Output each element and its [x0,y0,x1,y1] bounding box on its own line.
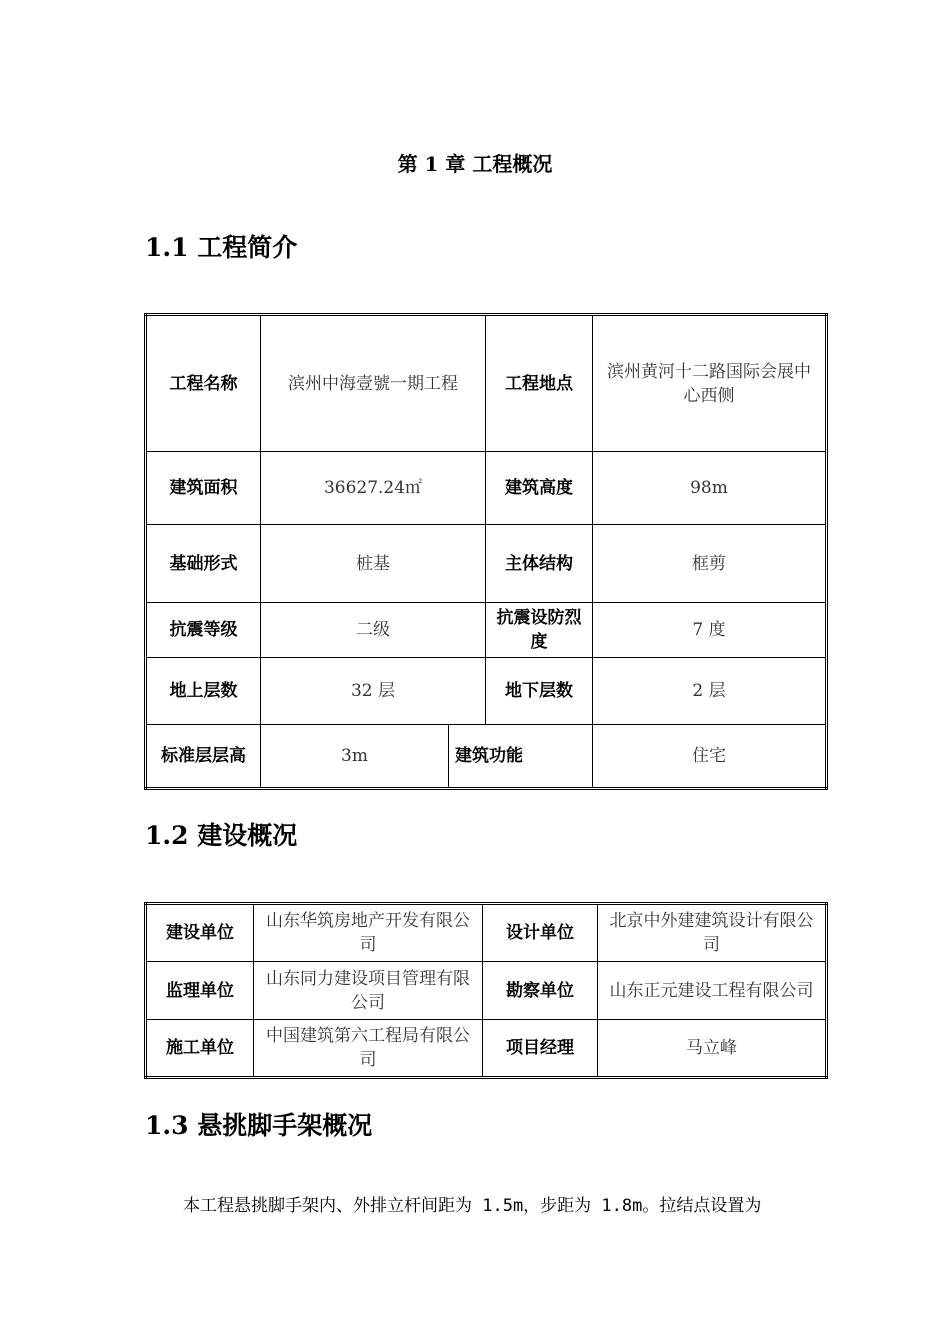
above-ground-floors-label: 地上层数 [146,658,261,725]
section-heading-1-2: 1.2 建设概况 [145,821,298,850]
seismic-intensity-label: 抗震设防烈度 [486,603,593,658]
section-heading-1-3: 1.3 悬挑脚手架概况 [145,1111,373,1140]
table-row [146,1020,827,1078]
builder-value: 山东华筑房地产开发有限公司 [254,904,483,962]
designer-label: 设计单位 [483,904,598,962]
foundation-type-value: 桩基 [261,525,486,603]
contractor-label: 施工单位 [146,1020,254,1078]
building-function-value: 住宅 [593,725,827,789]
table-row [146,658,827,725]
project-manager-value: 马立峰 [598,1020,827,1078]
seismic-grade-value: 二级 [261,603,486,658]
building-area-label: 建筑面积 [146,452,261,525]
table-row [146,452,827,525]
scaffold-paragraph: 本工程悬挑脚手架内、外排立杆间距为 1.5m，步距为 1.8m。拉结点设置为 [183,1196,762,1216]
foundation-type-label: 基础形式 [146,525,261,603]
designer-value: 北京中外建建筑设计有限公司 [598,904,827,962]
chapter-title: 第 1 章 工程概况 [397,152,553,176]
supervisor-label: 监理单位 [146,962,254,1020]
building-height-label: 建筑高度 [486,452,593,525]
building-area-value: 36627.24㎡ [261,452,486,525]
builder-label: 建设单位 [146,904,254,962]
section-heading-1-1: 1.1 工程简介 [145,233,298,262]
table-row [146,725,827,789]
supervisor-value: 山东同力建设项目管理有限公司 [254,962,483,1020]
main-structure-value: 框剪 [593,525,827,603]
table-row [146,315,827,452]
table-row [146,603,827,658]
project-name-value: 滨州中海壹號一期工程 [261,315,486,452]
table-row [146,904,827,962]
project-location-label: 工程地点 [486,315,593,452]
project-manager-label: 项目经理 [483,1020,598,1078]
underground-floors-value: 2 层 [593,658,827,725]
project-location-value: 滨州黄河十二路国际会展中心西侧 [593,315,827,452]
standard-floor-height-value: 3m [261,725,449,789]
seismic-intensity-value: 7 度 [593,603,827,658]
main-structure-label: 主体结构 [486,525,593,603]
standard-floor-height-label: 标准层层高 [146,725,261,789]
table-row [146,525,827,603]
surveyor-label: 勘察单位 [483,962,598,1020]
project-overview-table [144,313,828,790]
seismic-grade-label: 抗震等级 [146,603,261,658]
building-height-value: 98m [593,452,827,525]
building-function-label: 建筑功能 [449,725,593,789]
surveyor-value: 山东正元建设工程有限公司 [598,962,827,1020]
project-name-label: 工程名称 [146,315,261,452]
underground-floors-label: 地下层数 [486,658,593,725]
table-row [146,962,827,1020]
construction-parties-table [144,902,828,1079]
contractor-value: 中国建筑第六工程局有限公司 [254,1020,483,1078]
above-ground-floors-value: 32 层 [261,658,486,725]
